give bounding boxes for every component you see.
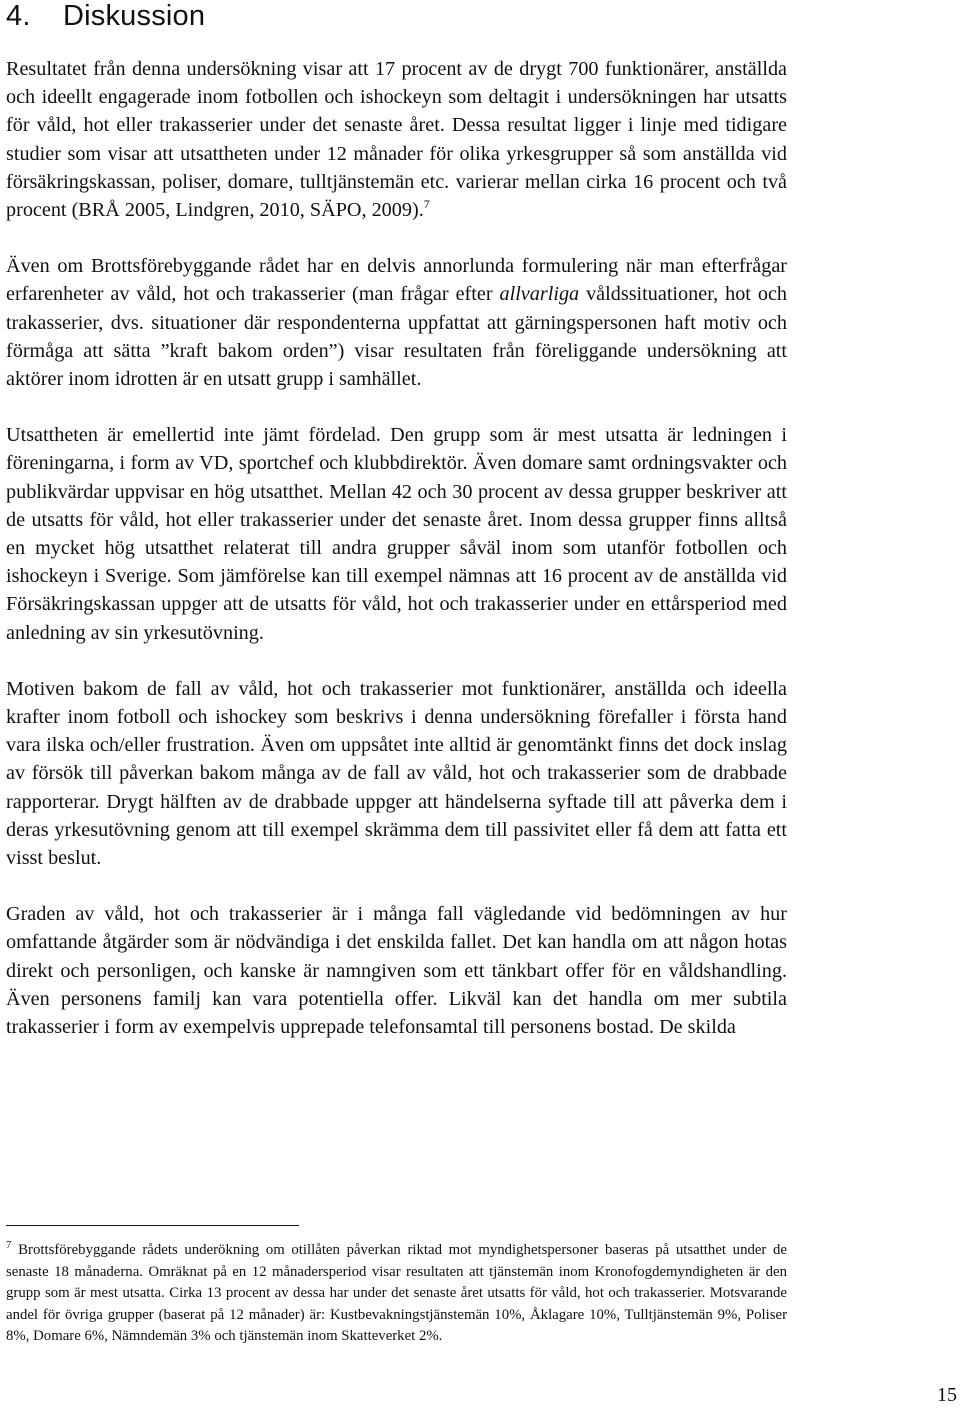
footnote-number: 7 <box>6 1239 12 1251</box>
page-number: 15 <box>937 1384 957 1406</box>
paragraph-2-text-start: Även om Brottsförebyggande rådet har en delvis annorlunda formulering när man efterfrågar erfarenheter av våld, hot och trakasserier (man frågar efter <box>6 255 787 306</box>
section-heading <box>6 0 787 55</box>
paragraph-4: Motiven bakom de fall av våld, hot och trakasserier mot funktionärer, anställda och ideella krafter inom fotboll och ishockey som beskrivs i denna undersökning förefaller i första hand vara ilska och/eller frustration. Även om uppsåtet inte alltid är genomtänkt finns det dock inslag av försök till påverkan bakom många av de fall av våld, hot och trakasserier som de drabbade rapporterar. Drygt hälften av de drabbade uppger att händelserna syftade till att påverka dem i deras yrkesutövning genom att till exempel skrämma dem till passivitet eller få dem att fatta ett visst beslut. <box>6 677 787 870</box>
footnote-reference: 7 <box>423 197 430 212</box>
document-page <box>6 0 787 1041</box>
section-title: Diskussion <box>63 0 206 32</box>
footnote-separator <box>6 1225 299 1226</box>
paragraph-2 <box>6 252 787 393</box>
footnote <box>6 1240 787 1348</box>
paragraph-2-text-end: våldssituationer, hot och trakasserier, dvs. situationer där respondenterna uppfattat att gärningspersonen haft motiv och förmåga att sätta ”kraft bakom orden”) visar resultaten från föreliggande undersökning att aktörer inom idrotten är en utsatt grupp i samhället. <box>6 283 787 391</box>
paragraph-1-text: Resultatet från denna undersökning visar att 17 procent av de drygt 700 funktionärer, anställda och ideellt engagerade inom fotbollen och ishockeyn som deltagit i undersökningen har utsatts för våld, hot eller trakasserier under det senaste året. Dessa resultat ligger i linje med tidigare studier som visar att utsattheten under 12 månader för olika yrkesgrupper så som anställda vid försäkringskassan, poliser, domare, tulltjänstemän etc. varierar mellan cirka 16 procent och två procent (BRÅ 2005, Lindgren, 2010, SÄPO, 2009). <box>6 58 787 222</box>
section-number: 4. <box>6 0 31 32</box>
paragraph-2-italic-word: allvarliga <box>499 283 580 306</box>
paragraph-5: Graden av våld, hot och trakasserier är i många fall vägledande vid bedömningen av hur omfattande åtgärder som är nödvändiga i det enskilda fallet. Det kan handla om att någon hotas direkt och personligen, och kanske är namngiven som ett tänkbart offer för en våldshandling. Även personens familj kan vara potentiella offer. Likväl kan det handla om mer subtila trakasserier i form av exempelvis upprepade telefonsamtal till personens bostad. De skilda <box>6 903 787 1039</box>
paragraph-1 <box>6 55 787 224</box>
footnote-text: Brottsförebyggande rådets underökning om otillåten påverkan riktad mot myndighetspersoner baseras på utsatthet under de senaste 18 månaderna. Omräknat på en 12 månadersperiod visar resultaten att tjänstemän inom Kronofogdemyndigheten är den grupp som är mest utsatta. Cirka 13 procent av dessa har under det senaste året utsatts för våld, hot och trakasserier. Motsvarande andel för övriga grupper (baserat på 12 månader) är: Kustbevakningstjänstemän 10%, Åklagare 10%, Tulltjänstemän 9%, Poliser 8%, Domare 6%, Nämndemän 3% och tjänstemän inom Skatteverket 2%. <box>6 1242 787 1344</box>
paragraph-3: Utsattheten är emellertid inte jämt fördelad. Den grupp som är mest utsatta är ledningen i föreningarna, i form av VD, sportchef och klubbdirektör. Även domare samt ordningsvakter och publikvärdar uppvisar en hög utsatthet. Mellan 42 och 30 procent av dessa grupper beskriver att de utsatts för våld, hot eller trakasserier under det senaste året. Inom dessa grupper finns alltså en mycket hög utsatthet relaterat till andra grupper såväl inom som utanför fotbollen och ishockeyn i Sverige. Som jämförelse kan till exempel nämnas att 16 procent av de anställda vid Försäkringskassan uppger att de utsatts för våld, hot och trakasserier under en ettårsperiod med anledning av sin yrkesutövning. <box>6 424 787 644</box>
